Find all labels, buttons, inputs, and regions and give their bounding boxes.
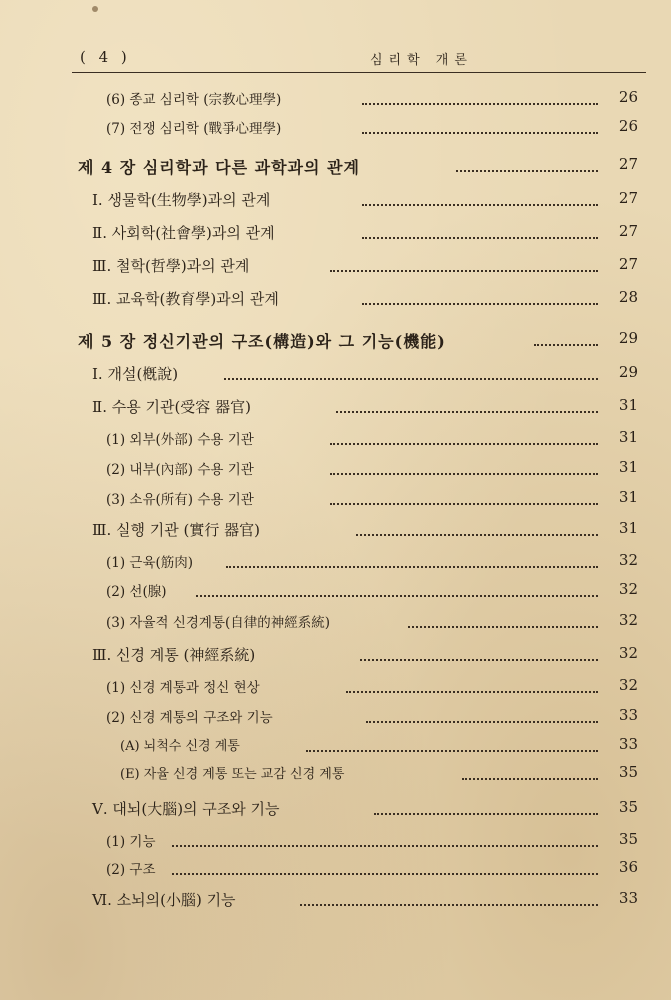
toc-entry-page: 32 bbox=[618, 676, 638, 694]
dot-leader bbox=[362, 237, 598, 239]
toc-entry bbox=[0, 488, 671, 512]
toc-entry-label: (1) 외부(外部) 수용 기관 bbox=[106, 432, 254, 448]
toc-entry-label: Ⅰ. 개설(槪說) bbox=[92, 365, 179, 383]
toc-entry-label: (1) 근육(筋肉) bbox=[106, 555, 194, 571]
toc-entry-page: 29 bbox=[618, 329, 638, 347]
toc-entry-label: (2) 내부(內部) 수용 기관 bbox=[106, 462, 254, 478]
toc-entry-page: 33 bbox=[618, 735, 638, 753]
toc-entry bbox=[0, 763, 671, 787]
toc-entry bbox=[0, 117, 671, 141]
toc-entry-label: (A) 뇌척수 신경 계통 bbox=[120, 739, 240, 754]
toc-entry-label: Ⅲ. 교육학(教育學)과의 관계 bbox=[92, 290, 279, 308]
dot-leader bbox=[300, 904, 598, 906]
toc-entry-page: 31 bbox=[618, 396, 638, 414]
dot-leader bbox=[224, 378, 598, 380]
toc-entry-page: 35 bbox=[618, 798, 638, 816]
toc-entry-page: 27 bbox=[618, 255, 638, 273]
toc-entry bbox=[0, 519, 671, 543]
toc-entry-label: Ⅴ. 대뇌(大腦)의 구조와 기능 bbox=[92, 800, 280, 818]
dot-leader bbox=[456, 170, 598, 172]
toc-entry-page: 27 bbox=[618, 222, 638, 240]
dot-leader bbox=[362, 132, 598, 134]
dot-leader bbox=[366, 721, 598, 723]
toc-entry bbox=[0, 551, 671, 575]
toc-entry-label: (3) 자율적 신경계통(自律的神經系統) bbox=[106, 615, 331, 631]
dot-leader bbox=[346, 691, 598, 693]
toc-entry bbox=[0, 255, 671, 279]
toc-entry-page: 28 bbox=[618, 288, 638, 306]
toc-entry bbox=[0, 189, 671, 213]
toc-entry-label: (2) 선(腺) bbox=[106, 584, 167, 600]
toc-entry-label: (1) 신경 계통과 정신 현상 bbox=[106, 680, 260, 696]
toc-entry bbox=[0, 428, 671, 452]
toc-entry-page: 26 bbox=[618, 117, 638, 135]
toc-entry-page: 32 bbox=[618, 551, 638, 569]
toc-entry-label: Ⅲ. 철학(哲學)과의 관계 bbox=[92, 257, 250, 275]
toc-entry-label: (2) 구조 bbox=[106, 862, 156, 878]
toc-entry-page: 31 bbox=[618, 428, 638, 446]
dot-leader bbox=[356, 534, 598, 536]
toc-entry-label: (7) 전쟁 심리학 (戰爭心理學) bbox=[106, 121, 282, 137]
toc-entry-label: Ⅵ. 소뇌의(小腦) 기능 bbox=[92, 891, 236, 909]
toc-entry bbox=[0, 644, 671, 668]
toc-entry bbox=[0, 889, 671, 913]
toc-entry bbox=[0, 222, 671, 246]
toc-entry bbox=[0, 735, 671, 759]
toc-entry bbox=[0, 458, 671, 482]
dot-leader bbox=[462, 778, 598, 780]
toc-entry-label: Ⅲ. 실행 기관 (實行 器官) bbox=[92, 521, 260, 539]
toc-chapter bbox=[0, 329, 671, 353]
toc-entry-label: 제 5 장 정신기관의 구조(構造)와 그 기능(機能) bbox=[78, 332, 446, 351]
dot-leader bbox=[330, 503, 598, 505]
toc-entry-label: 제 4 장 심리학과 다른 과학과의 관계 bbox=[78, 158, 360, 177]
dot-leader bbox=[226, 566, 598, 568]
dot-leader bbox=[408, 626, 598, 628]
dot-leader bbox=[172, 873, 598, 875]
toc-entry-label: Ⅲ. 신경 계통 (神經系統) bbox=[92, 646, 256, 664]
dot-leader bbox=[360, 659, 598, 661]
toc-entry-label: (E) 자율 신경 계통 또는 교감 신경 계통 bbox=[120, 767, 345, 782]
toc-entry-page: 35 bbox=[618, 830, 638, 848]
dot-leader bbox=[336, 411, 598, 413]
dot-leader bbox=[306, 750, 598, 752]
dot-leader bbox=[330, 443, 598, 445]
toc-entry-page: 27 bbox=[618, 189, 638, 207]
dot-leader bbox=[330, 473, 598, 475]
toc-entry bbox=[0, 88, 671, 112]
toc-entry-page: 33 bbox=[618, 889, 638, 907]
toc-entry bbox=[0, 396, 671, 420]
toc-entry-page: 31 bbox=[618, 458, 638, 476]
toc-entry-page: 27 bbox=[618, 155, 638, 173]
toc-entry-page: 26 bbox=[618, 88, 638, 106]
dot-leader bbox=[172, 845, 598, 847]
toc-entry-page: 31 bbox=[618, 488, 638, 506]
dot-leader bbox=[362, 204, 598, 206]
toc-entry-page: 35 bbox=[618, 763, 638, 781]
toc-entry-page: 32 bbox=[618, 580, 638, 598]
toc-entry bbox=[0, 858, 671, 882]
dot-leader bbox=[362, 103, 598, 105]
toc-entry-label: Ⅱ. 사회학(社會學)과의 관계 bbox=[92, 224, 275, 242]
toc-entry-page: 33 bbox=[618, 706, 638, 724]
toc-entry bbox=[0, 288, 671, 312]
toc-entry-label: Ⅰ. 생물학(生物學)과의 관계 bbox=[92, 191, 271, 209]
dot-leader bbox=[362, 303, 598, 305]
dot-leader bbox=[374, 813, 598, 815]
toc-entry-page: 32 bbox=[618, 611, 638, 629]
toc-entry-page: 29 bbox=[618, 363, 638, 381]
dot-leader bbox=[330, 270, 598, 272]
toc-entry-label: (3) 소유(所有) 수용 기관 bbox=[106, 492, 254, 508]
page-number: ( 4 ) bbox=[80, 48, 131, 66]
toc-entry-page: 32 bbox=[618, 644, 638, 662]
toc-entry bbox=[0, 798, 671, 822]
toc-entry-label: (1) 기능 bbox=[106, 834, 156, 850]
toc-entry-label: (2) 신경 계통의 구조와 기능 bbox=[106, 710, 273, 726]
running-title: 심리학 개론 bbox=[370, 53, 473, 68]
toc-chapter bbox=[0, 155, 671, 179]
toc-entry bbox=[0, 363, 671, 387]
dot-leader bbox=[196, 595, 598, 597]
toc-entry-page: 36 bbox=[618, 858, 638, 876]
toc-entry bbox=[0, 830, 671, 854]
toc-entry-label: (6) 종교 심리학 (宗教心理學) bbox=[106, 92, 282, 108]
toc-entry-label: Ⅱ. 수용 기관(受容 器官) bbox=[92, 398, 251, 416]
toc-entry bbox=[0, 611, 671, 635]
dot-leader bbox=[534, 344, 598, 346]
toc-entry bbox=[0, 676, 671, 700]
toc-entry bbox=[0, 706, 671, 730]
toc-entry-page: 31 bbox=[618, 519, 638, 537]
toc-entry bbox=[0, 580, 671, 604]
